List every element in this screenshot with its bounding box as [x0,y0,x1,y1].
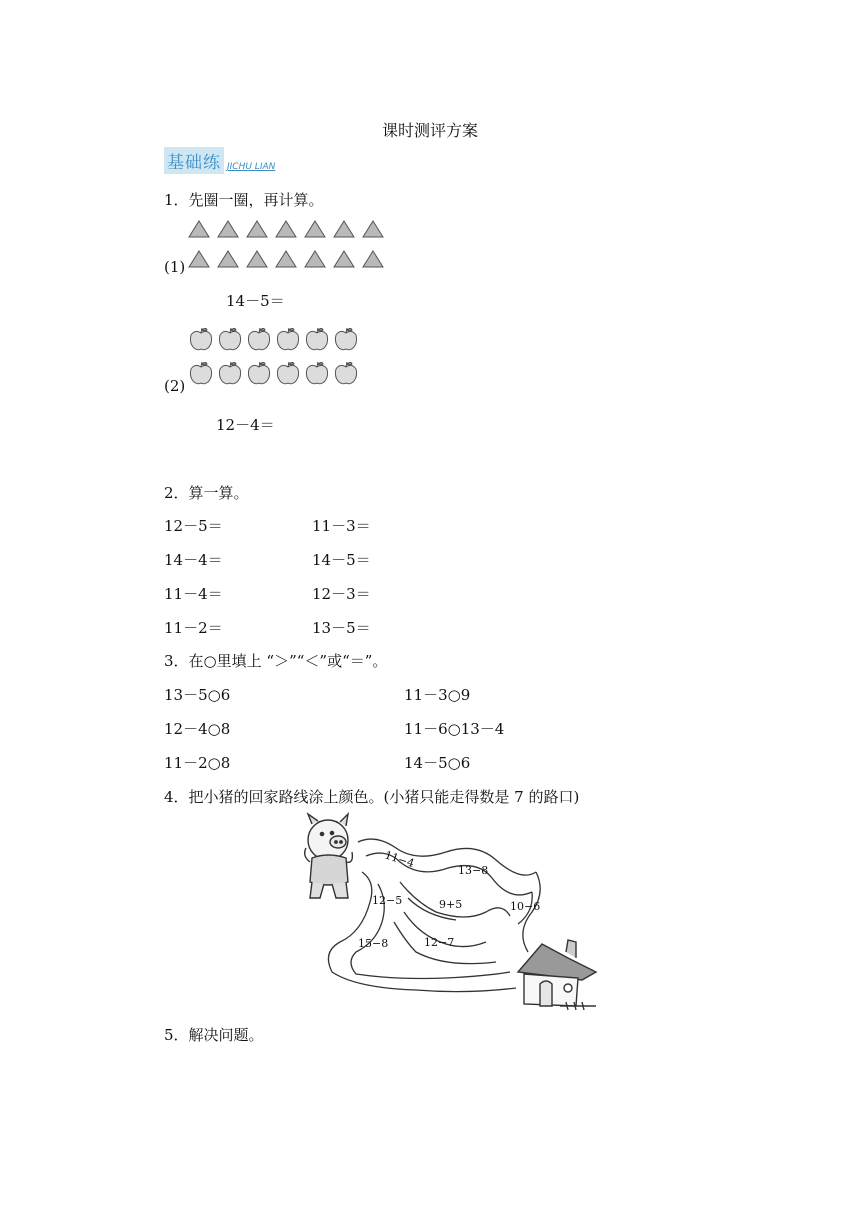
q1-heading: 1．先圈一圈，再计算。 [164,191,324,209]
maze-label: 13−8 [458,864,489,877]
q3-left-1: 13－5○6 [164,686,231,704]
q1-part2-label: (2) [164,377,186,395]
apple-icon [276,360,300,386]
maze-label: 15−8 [358,937,389,950]
triangle-icon [275,250,297,268]
apple-icon [334,360,358,386]
apple-icon [247,360,271,386]
q2-left-2: 14－4＝ [164,551,223,569]
triangle-icon [362,220,384,238]
triangle-icon [333,250,355,268]
apple-icon [247,326,271,352]
triangle-icon [217,220,239,238]
apple-icon [334,326,358,352]
triangle-icon [304,220,326,238]
apple-icon [218,326,242,352]
triangle-icon [333,220,355,238]
q4-heading: 4．把小猪的回家路线涂上颜色。(小猪只能走得数是 7 的路口) [164,788,580,806]
badge-pinyin: JICHU LIAN [227,162,276,172]
triangle-icon [188,220,210,238]
q3-right-3: 14－5○6 [404,754,471,772]
q3-right-2: 11－6○13－4 [404,720,505,738]
maze-label: 11−4 [383,848,416,871]
section-badge [164,152,275,174]
q2-right-3: 12－3＝ [312,585,371,603]
q2-right-2: 14－5＝ [312,551,371,569]
triangle-icon [217,250,239,268]
q1-part2-expression: 12－4＝ [216,416,275,434]
maze-label: 9+5 [439,898,463,911]
q5-heading: 5．解决问题。 [164,1026,264,1044]
q2-left-4: 11－2＝ [164,619,223,637]
triangle-icon [246,250,268,268]
apple-icon [218,360,242,386]
q2-left-3: 11－4＝ [164,585,223,603]
pig-icon [305,814,353,898]
triangle-icon [275,220,297,238]
apple-grid [189,326,358,386]
apple-icon [189,326,213,352]
page-title: 课时测评方案 [381,121,478,140]
maze-label: 12−5 [372,894,403,907]
q3-left-3: 11－2○8 [164,754,231,772]
q3-left-2: 12－4○8 [164,720,231,738]
q2-left-1: 12－5＝ [164,517,223,535]
maze-paths [328,839,540,992]
q2-heading: 2．算一算。 [164,484,249,502]
maze-illustration [296,812,602,1012]
triangle-icon [188,250,210,268]
q1-part1-expression: 14－5＝ [226,292,285,310]
q3-right-1: 11－3○9 [404,686,471,704]
q2-right-4: 13－5＝ [312,619,371,637]
triangle-grid [188,220,384,268]
q2-right-1: 11－3＝ [312,517,371,535]
maze-label: 12−7 [424,936,455,949]
apple-icon [305,326,329,352]
apple-icon [305,360,329,386]
triangle-icon [362,250,384,268]
maze-label: 10−6 [510,900,541,913]
apple-icon [276,326,300,352]
triangle-icon [246,220,268,238]
q1-part1-label: (1) [164,258,186,276]
apple-icon [189,360,213,386]
q3-heading: 3．在○里填上 “＞”“＜”或“＝”。 [164,652,388,670]
badge-text: 基础练 [164,147,224,174]
house-icon [518,940,596,1010]
triangle-icon [304,250,326,268]
